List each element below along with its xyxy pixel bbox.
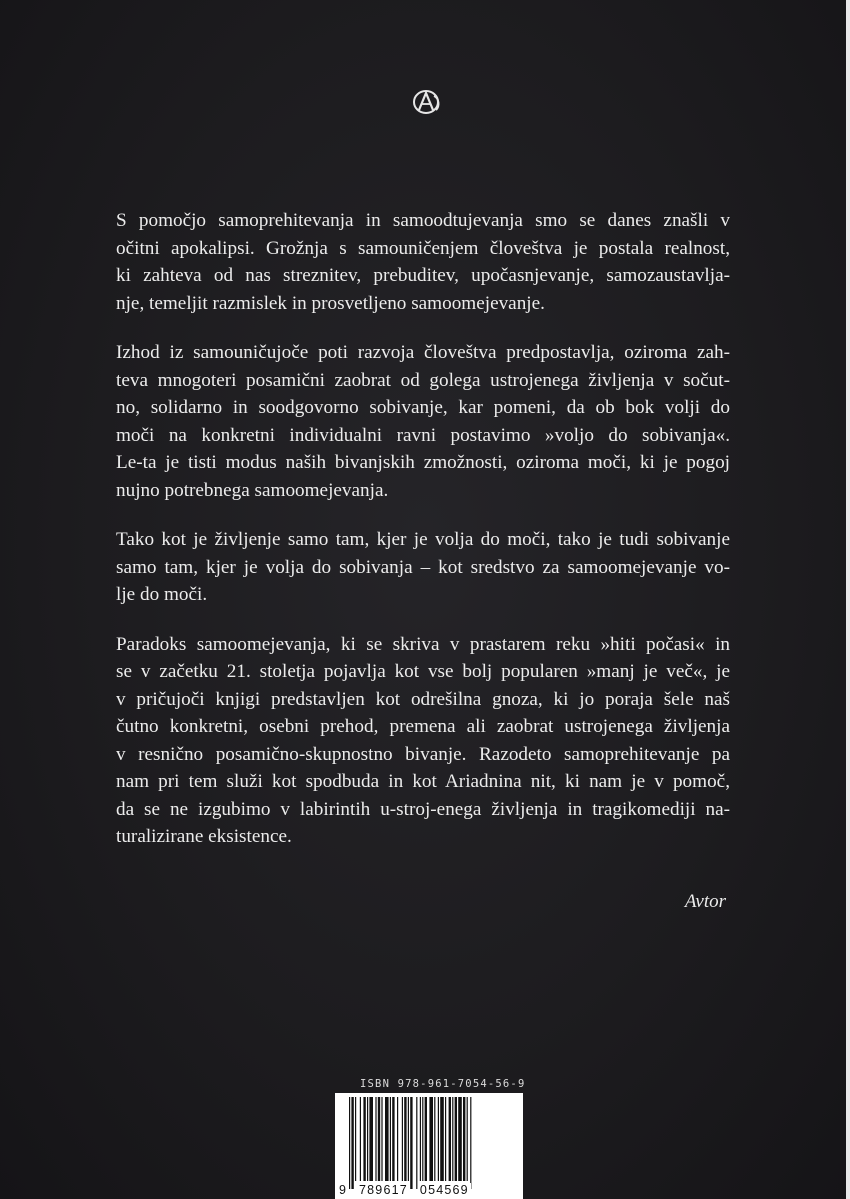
- blurb-line: Paradoks samoomejevanja, ki se skriva v prastarem reku »hiti počasi« in: [116, 633, 730, 655]
- blurb-line: S pomočjo samoprehitevanja in samoodtujevanja smo se danes znašli v: [116, 210, 730, 231]
- barcode: [335, 1093, 523, 1199]
- barcode-bar: [425, 1097, 427, 1181]
- barcode-digits: [335, 1183, 523, 1197]
- barcode-bar: [351, 1097, 353, 1189]
- blurb-line: Le-ta je tisti modus naših bivanjskih zmožnosti, oziroma moči, ki je pogoj: [116, 452, 730, 473]
- barcode-bar: [416, 1097, 417, 1189]
- barcode-bar: [369, 1097, 373, 1181]
- blurb-line: lje do moči.: [116, 584, 208, 605]
- barcode-bar: [458, 1097, 462, 1181]
- blurb-line: v pričujoči knjigi predstavljen kot odrešilna gnoza, ki jo poraja šele naš: [116, 688, 730, 710]
- blurb-line: ki zahteva od nas streznitev, prebuditev, upočasnjevanje, samozaustavlja-: [116, 265, 730, 286]
- barcode-bar: [429, 1097, 433, 1181]
- barcode-bar: [467, 1097, 468, 1181]
- barcode-bar: [397, 1097, 398, 1181]
- blurb-line: teva mnogoteri posamični zaobrat od golega ustrojenega življenja v sočut-: [116, 369, 730, 391]
- blurb-paragraph: [116, 339, 730, 504]
- author-signature: Avtor: [684, 891, 726, 912]
- barcode-bar: [367, 1097, 368, 1181]
- barcode-bar: [378, 1097, 380, 1181]
- barcode-bar: [420, 1097, 421, 1181]
- barcode-bar: [385, 1097, 389, 1181]
- blurb-paragraph: [116, 207, 730, 317]
- publisher-logo-icon: [410, 88, 444, 116]
- page-edge: [846, 0, 850, 1199]
- blurb-line: moči na konkretni individualni ravni postavimo »voljo do sobivanja«.: [116, 424, 730, 446]
- blurb-line: no, solidarno in soodgovorno sobivanje, kar pomeni, da ob bok volji do: [116, 397, 730, 418]
- barcode-bar: [440, 1097, 444, 1181]
- barcode-bar: [392, 1097, 394, 1181]
- barcode-bar: [375, 1097, 376, 1181]
- blurb-line: čutno konkretni, osebni prehod, premena ali zaobrat ustrojenega življenja: [116, 716, 730, 737]
- blurb-line: se v začetku 21. stoletja pojavlja kot vse bolj popularen »manj je več«, je: [116, 661, 730, 682]
- barcode-bar: [360, 1097, 361, 1181]
- isbn-label: ISBN 978-961-7054-56-9: [360, 1078, 526, 1090]
- barcode-bar: [363, 1097, 365, 1181]
- barcode-bar: [408, 1097, 409, 1181]
- barcode-bar: [455, 1097, 457, 1181]
- barcode-bar: [355, 1097, 356, 1181]
- blurb-line: Izhod iz samouničujoče poti razvoja človeštva predpostavlja, oziroma zah-: [116, 342, 730, 363]
- blurb-line: nujno potrebnega samoomejevanja.: [116, 479, 389, 501]
- barcode-bar: [445, 1097, 446, 1181]
- barcode-bar: [410, 1097, 412, 1189]
- blurb-line: v resnično posamično-skupnostno bivanje. Razodeto samoprehitevanje pa: [116, 743, 730, 765]
- blurb-line: da se ne izgubimo v labirintih u-stroj-enega življenja in tragikomediji na-: [116, 798, 730, 820]
- blurb-line: očitni apokalipsi. Grožnja s samouničenjem človeštva je postala realnost,: [116, 237, 730, 259]
- blurb-paragraph: [116, 526, 730, 609]
- barcode-bar: [402, 1097, 403, 1181]
- barcode-bar: [470, 1097, 471, 1189]
- back-cover-blurb: [116, 207, 730, 873]
- barcode-bar: [390, 1097, 391, 1181]
- barcode-group-right: 054569: [419, 1183, 469, 1197]
- blurb-line: Tako kot je življenje samo tam, kjer je volja do moči, tako je tudi sobivanje: [116, 529, 730, 550]
- blurb-line: nam pri tem služi kot spodbuda in kot Ariadnina nit, ki nam je v pomoč,: [116, 771, 730, 792]
- barcode-lead-digit: 9: [339, 1183, 348, 1197]
- barcode-bar: [438, 1097, 439, 1181]
- barcode-bar: [452, 1097, 453, 1181]
- barcode-bar: [422, 1097, 423, 1181]
- blurb-paragraph: [116, 631, 730, 851]
- barcode-bar: [349, 1097, 350, 1189]
- blurb-line: samo tam, kjer je volja do sobivanja – kot sredstvo za samoomejevanje vo-: [116, 556, 730, 578]
- blurb-line: nje, temeljit razmislek in prosvetljeno samoomejevanje.: [116, 292, 545, 314]
- barcode-bar: [434, 1097, 435, 1181]
- blurb-line: turalizirane eksistence.: [116, 826, 292, 847]
- barcode-group-left: 789617: [359, 1183, 408, 1197]
- barcode-bar: [381, 1097, 382, 1181]
- barcode-bar: [404, 1097, 406, 1181]
- barcode-bar: [449, 1097, 451, 1181]
- barcode-bar: [463, 1097, 465, 1181]
